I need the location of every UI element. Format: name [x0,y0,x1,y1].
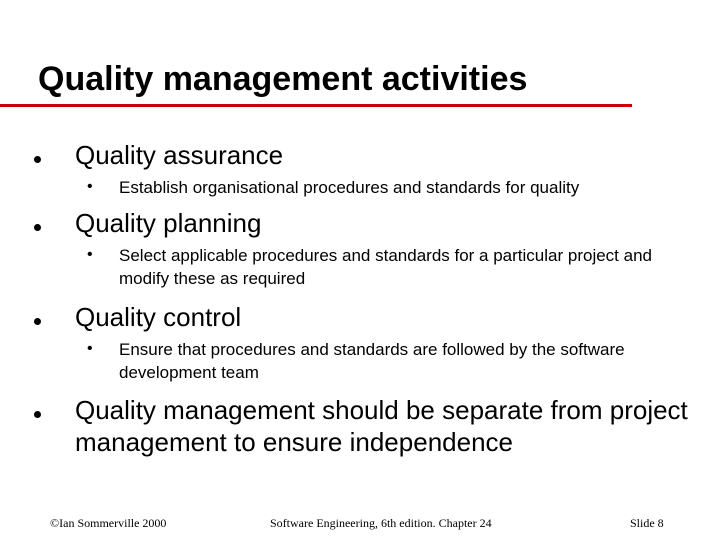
bullet-quality-control: Quality control [75,302,242,332]
sub-bullet-marker-icon: • [87,246,93,263]
footer-slide-number: Slide 8 [630,516,664,530]
bullet-dot-icon [34,411,41,418]
sub-bullet-marker-icon: • [87,340,93,357]
sub-bullet-quality-planning: Select applicable procedures and standards for a particular project and modify these as required [119,246,652,288]
bullet-dot-icon [34,318,41,325]
sub-bullet-marker-icon: • [87,178,93,195]
bullet-dot-icon [34,156,41,163]
sub-bullet-quality-control: Ensure that procedures and standards are followed by the software development team [119,340,625,382]
bullet-dot-icon [34,224,41,231]
bullet-quality-assurance: Quality assurance [75,140,284,170]
title-underline [0,104,632,107]
footer-book-title: Software Engineering, 6th edition. Chapter 24 [270,516,492,530]
sub-bullet-quality-assurance: Establish organisational procedures and standards for quality [119,178,580,197]
footer-copyright: ©Ian Sommerville 2000 [50,516,167,530]
bullet-quality-planning: Quality planning [75,208,262,238]
slide-title: Quality management activities [38,60,528,98]
bullet-separate-management: Quality management should be separate from project management to ensure independence [75,395,688,457]
